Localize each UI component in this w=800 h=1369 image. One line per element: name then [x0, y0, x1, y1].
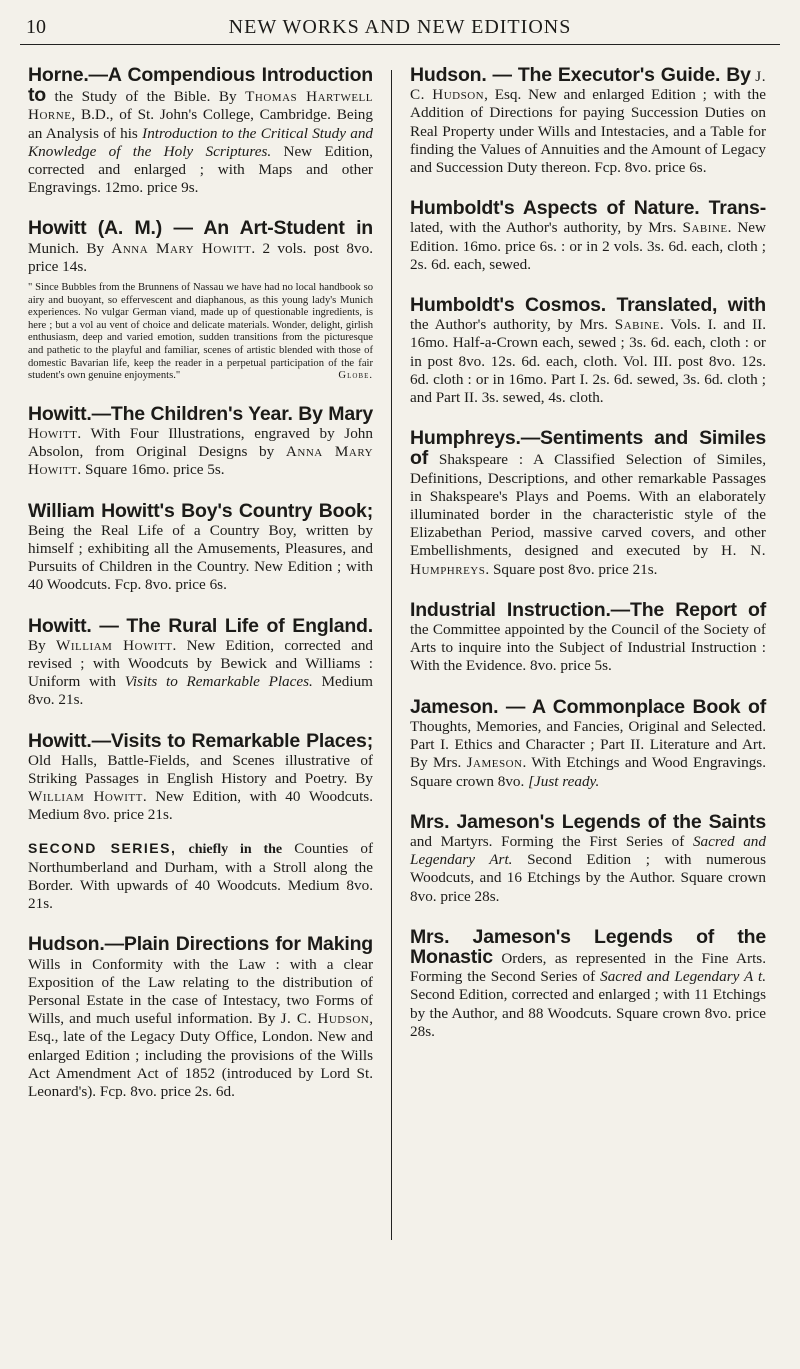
entry-jameson-saints	[410, 810, 766, 906]
entry-italic-title: Sacred and Legendary Art.	[410, 832, 766, 869]
entry-text: Second Edition, corrected and enlarged ; with 11 Etchings by the Author, and 88 Woodcuts. Square crown 8vo. price 28s.	[410, 986, 766, 1040]
entry-heading: Humphreys.—Sentiments and Similes of	[410, 427, 766, 470]
entry-author: Anna Mary Howitt	[28, 443, 374, 479]
page-number: 10	[26, 16, 46, 38]
entry-text: Shakspeare : A Classified Selection of Similes, Definitions, Descriptions, and other remarkable Passages in Shakspeare's Plays and Poems. With an elaborately illuminated border in the characteristic style of the Elizabethan Period, massive carved covers, and other Embellishments, designed and executed by	[410, 451, 767, 560]
entry-text: Wills in Conformity with the Law : with a clear Exposition of the Law relating to the distribution of Personal Estate in the case of Intestacy, two Forms of Wills, and much useful information. By	[28, 955, 373, 1028]
entry-text: . New Edition. 16mo. price 6s. : or in 2 vols. 3s. 6d. each, cloth ; 2s. 6d. each, sewed.	[410, 219, 766, 273]
entry-heading: Howitt.—Visits to Remarkable Places;	[28, 729, 373, 752]
entry-author: Thomas Hartwell Horne	[28, 88, 373, 124]
entry-howitt-boys-country-book	[28, 499, 373, 595]
entry-howitt-visits	[28, 729, 374, 914]
entry-italic-title: Visits to Remarkable Places.	[124, 673, 313, 691]
entry-jameson-commonplace	[410, 695, 766, 791]
entry-humboldt-cosmos	[410, 296, 766, 407]
entry-author: Anna Mary Howitt	[111, 239, 252, 257]
entry-text: the Author's authority, by Mrs.	[410, 316, 608, 334]
entry-text: the Committee appointed by the Council of the Society of Arts to inquire into the Subject of Industrial Instruction : With the Evidence. 8vo. price 5s.	[410, 621, 766, 675]
entry-text: the Study of the Bible. By	[54, 88, 237, 106]
entry-text: Munich. By	[28, 239, 105, 257]
entry-text: . Vols. I. and II. 16mo. Half-a-Crown each, sewed ; 3s. 6d. each, cloth : or in post 8vo. 12s. 6d. each, cloth. Vol. III. post 8vo. 12s. 6d. cloth : or in 16mo. Part I. 2s. 6d. sewed, 3s. 6d. cloth ; and Part II. 3s. sewed, 4s. cloth.	[410, 316, 766, 407]
left-column	[28, 66, 373, 1123]
entry-author: William Howitt	[28, 788, 143, 806]
column-divider	[391, 70, 392, 1240]
entry-heading: Industrial Instruction.—The Report of	[410, 598, 766, 621]
entry-heading: William Howitt's Boy's Country Book;	[28, 499, 373, 522]
series-hint: chiefly in the	[188, 841, 283, 857]
entry-text: Thoughts, Memories, and Fancies, Original and Selected. Part I. Ethics and Character ; Part II. Literature and Art. By Mrs.	[410, 717, 766, 772]
review-text: " Since Bubbles from the Brunnens of Nassau we have had no local handbook so airy and buoyant, so effervescent and diaphanous, as this young lady's Munich experiences. No vulgar German viand, made up of questionable ingredients, is here ; but a vol au vent of choice and delicate materials. Wonder, delight, girlish enthusiasm, deep and varied emotion, sudden transitions from the picturesque and pathetic to the playful and familiar, scenes of artistic blended with those of domestic Bavarian life, keep the reader in a perpetual participation of the fair student's own genuine enjoyments."	[28, 282, 373, 382]
series-label: SECOND SERIES,	[28, 839, 177, 856]
entry-text: . 2 vols. post 8vo. price 14s.	[28, 239, 373, 275]
entry-horne	[28, 66, 373, 197]
entry-heading: Howitt (A. M.) — An Art-Student in	[28, 217, 373, 240]
entry-heading: Humboldt's Cosmos. Translated, with	[410, 294, 766, 317]
entry-author: William Howitt	[56, 636, 173, 654]
right-column	[410, 66, 766, 1063]
entry-hudson-executor	[410, 66, 766, 177]
entry-howitt-art-student	[28, 219, 373, 382]
entry-author: J. C. Hudson	[410, 68, 766, 104]
review-source: Globe.	[338, 370, 373, 382]
running-title: NEW WORKS AND NEW EDITIONS	[228, 16, 572, 38]
entry-hudson-plain-directions	[28, 935, 373, 1101]
entry-text: Old Halls, Battle-Fields, and Scenes illustrative of Striking Passages in English History and Poetry. By	[28, 751, 373, 788]
entry-italic-title: Sacred and Legendary A t.	[600, 968, 766, 986]
entry-heading: Howitt. — The Rural Life of England.	[28, 614, 373, 637]
entry-text: By	[28, 636, 46, 654]
second-series-note	[28, 839, 373, 914]
entry-text: . New Edition, with 40 Woodcuts. Medium 8vo. price 21s.	[28, 788, 373, 824]
entry-jameson-monastic	[410, 925, 767, 1041]
entry-humphreys	[410, 429, 766, 579]
entry-text: . Square 16mo. price 5s.	[77, 461, 225, 479]
entry-text: lated, with the Author's authority, by Mrs.	[410, 219, 677, 237]
entry-heading: Hudson. — The Executor's Guide. By	[410, 64, 751, 86]
entry-text: . With Etchings and Wood Engravings. Square crown 8vo.	[410, 754, 766, 790]
entry-author: Sabine	[682, 219, 728, 237]
page-header	[20, 12, 780, 42]
entry-heading: Horne.—A Compendious Introduction to	[28, 64, 373, 107]
entry-howitt-children	[28, 402, 374, 480]
entry-heading: Mrs. Jameson's Legends of the Saints	[410, 810, 766, 833]
entry-industrial-instruction	[410, 598, 766, 676]
entry-text: New Edition, corrected and enlarged ; with Maps and other Engravings. 12mo. price 9s.	[28, 142, 373, 197]
entry-heading: Howitt.—The Children's Year. By Mary	[28, 402, 373, 425]
entry-author: Sabine	[614, 316, 660, 334]
entry-italic-note: [Just ready.	[528, 772, 600, 790]
entry-author: Howitt	[28, 424, 78, 442]
entry-text: and Martyrs. Forming the First Series of	[410, 832, 685, 850]
review-quote	[28, 282, 373, 383]
entry-text: . New Edition, corrected and revised ; with Woodcuts by Bewick and Williams : Uniform with	[28, 636, 374, 691]
entry-italic-title: Introduction to the Critical Study and Knowledge of the Holy Scriptures.	[28, 124, 374, 160]
entry-text: , Esq. New and enlarged Edition ; with the Addition of Directions for paying Succession Duties on Real Property under Wills and Intestacies, and a Table for finding the Values of Annuities and the Amount of Legacy and Succession Duty thereon. Fcp. 8vo. price 6s.	[410, 86, 766, 177]
series-text: Counties of Northumberland and Durham, with a Stroll along the Border. With upwards of 40 Woodcuts. Medium 8vo. 21s.	[28, 839, 374, 913]
entry-text: Orders, as represented in the Fine Arts. Forming the Second Series of	[410, 949, 767, 986]
entry-humboldt-aspects	[410, 199, 766, 274]
entry-heading: Jameson. — A Commonplace Book of	[410, 695, 766, 718]
entry-heading: Humboldt's Aspects of Nature. Trans-	[410, 197, 766, 220]
entry-heading: Hudson.—Plain Directions for Making	[28, 933, 373, 956]
entry-heading: Mrs. Jameson's Legends of the Monastic	[410, 925, 766, 968]
two-column-body	[28, 66, 778, 1346]
header-rule	[20, 44, 780, 45]
entry-text: Medium 8vo. 21s.	[28, 673, 373, 709]
entry-text: Being the Real Life of a Country Boy, written by himself ; exhibiting all the Amusements, Pleasures, and Pursuits of Children in the Country. New Edition ; with 40 Woodcuts. Fcp. 8vo. price 6s.	[28, 521, 373, 594]
entry-author: J. C. Hudson	[280, 1010, 370, 1028]
entry-text: Second Edition ; with numerous Woodcuts, and 16 Etchings by the Author. Square crown 8vo. price 28s.	[410, 851, 766, 905]
entry-howitt-rural-life	[28, 614, 374, 710]
entry-text: . With Four Illustrations, engraved by John Absolon, from Original Designs by	[28, 424, 373, 461]
entry-text: , Esq., late of the Legacy Duty Office, London. New and enlarged Edition ; including the provisions of the Wills Act Amendment Act of 1852 (introduced by Lord St. Leonard's). Fcp. 8vo. price 2s. 6d.	[28, 1010, 374, 1101]
entry-text: . Square post 8vo. price 21s.	[485, 560, 658, 578]
entry-author: Jameson	[466, 754, 523, 772]
entry-author: H. N. Humphreys	[410, 542, 767, 578]
entry-text: , B.D., of St. John's College, Cambridge. Being an Analysis of his	[28, 106, 373, 142]
